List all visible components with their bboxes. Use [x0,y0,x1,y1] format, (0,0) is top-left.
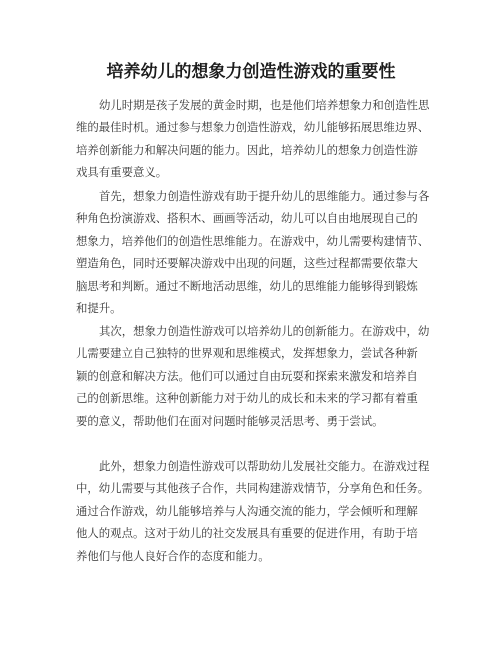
text-line: 幼儿时期是孩子发展的黄金时期，也是他们培养想象力和创造性思 [99,98,430,112]
text-line: 他人的观点。这对于幼儿的社交发展具有重要的促进作用，有助于培 [76,526,418,541]
text-line: 通过合作游戏，幼儿能够培养与人沟通交流的能力，学会倾听和理解 [76,503,418,518]
text-line: 中，幼儿需要与其他孩子合作，共同构建游戏情节，分享角色和任务。 [76,481,430,496]
text-line: 颖的创意和解决方法。他们可以通过自由玩耍和探索来激发和培养自 [76,368,418,383]
text-line: 儿需要建立自己独特的世界观和思维模式，发挥想象力，尝试各种新 [76,346,418,361]
text-line: 首先，想象力创造性游戏有助于提升幼儿的思维能力。通过参与各 [99,189,430,203]
text-line: 脑思考和判断。通过不断地活动思维，幼儿的思维能力能够得到锻炼 [76,278,418,293]
text-line: 戏具有重要意义。 [76,165,168,180]
text-line: 要的意义，帮助他们在面对问题时能够灵活思考、勇于尝试。 [76,413,384,428]
document-title: 培养幼儿的想象力创造性游戏的重要性 [106,62,396,82]
text-line: 己的创新思维。这种创新能力对于幼儿的成长和未来的学习都有着重 [76,391,418,406]
paragraph-4 [76,455,436,567]
text-line: 培养创新能力和解决问题的能力。因此，培养幼儿的想象力创造性游 [76,142,418,157]
text-line: 养他们与他人良好合作的态度和能力。 [76,548,270,563]
text-line: 塑造角色，同时还要解决游戏中出现的问题，这些过程都需要依靠大 [76,256,418,271]
text-line: 此外，想象力创造性游戏可以帮助幼儿发展社交能力。在游戏过程 [99,459,430,473]
text-line: 其次，想象力创造性游戏可以培养幼儿的创新能力。在游戏中，幼 [99,324,430,338]
text-line: 维的最佳时机。通过参与想象力创造性游戏，幼儿能够拓展思维边界、 [76,120,430,135]
paragraph-1 [76,94,436,184]
paragraph-2 [76,185,436,319]
text-line: 想象力，培养他们的创造性思维能力。在游戏中，幼儿需要构建情节、 [76,233,430,248]
paragraph-3 [76,320,436,432]
text-line: 种角色扮演游戏、搭积木、画画等活动，幼儿可以自由地展现自己的 [76,211,418,226]
text-line: 和提升。 [76,301,122,316]
